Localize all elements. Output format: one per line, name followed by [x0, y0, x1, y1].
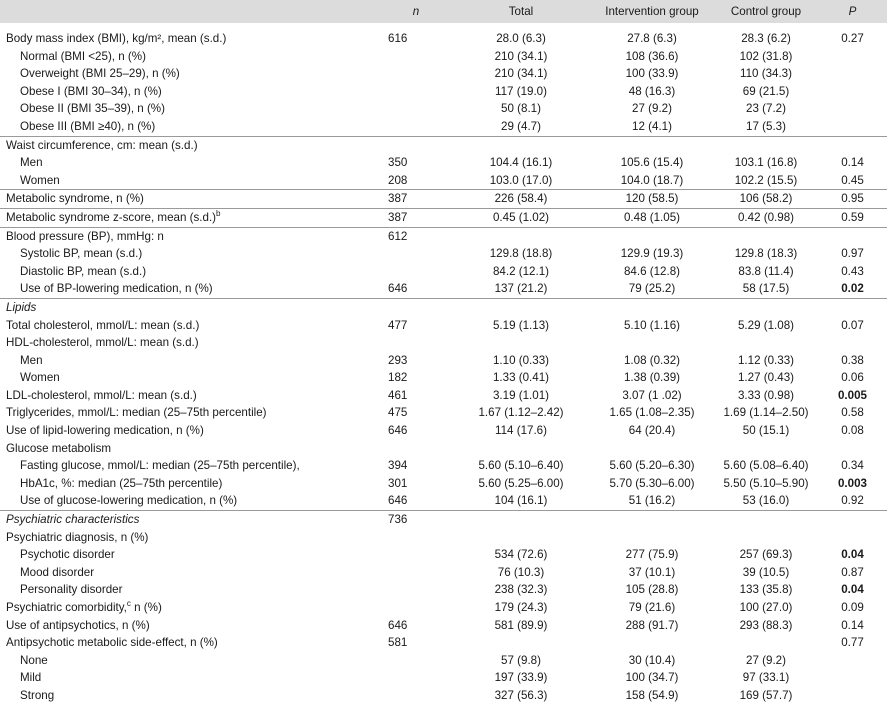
- row-control: 50 (15.1): [742, 424, 790, 438]
- row-n: [380, 136, 452, 154]
- row-intervention: [590, 511, 714, 529]
- row-p: [818, 687, 887, 705]
- row-label: Use of glucose-lowering medication, n (%): [20, 494, 238, 508]
- row-intervention: 3.07 (1 .02): [622, 388, 682, 402]
- row-control: [714, 334, 818, 352]
- row-p: 0.92: [841, 494, 864, 508]
- row-label: Total cholesterol, mmol/L: mean (s.d.): [6, 318, 200, 332]
- row-control: 83.8 (11.4): [738, 264, 794, 278]
- row-total: 104 (16.1): [494, 494, 548, 508]
- row-control: 103.1 (16.8): [734, 156, 798, 170]
- row-p: 0.97: [841, 247, 864, 261]
- row-control: 5.50 (5.10–5.90): [723, 476, 809, 490]
- row-intervention: [590, 227, 714, 245]
- row-control: 3.33 (0.98): [737, 388, 795, 402]
- row-total: 1.67 (1.12–2.42): [478, 406, 564, 420]
- row-p: [818, 83, 887, 101]
- row-p: 0.14: [841, 618, 864, 632]
- table-row: [0, 172, 887, 190]
- row-intervention: 104.0 (18.7): [620, 173, 684, 187]
- row-intervention: 158 (54.9): [625, 688, 679, 702]
- row-label: Strong: [20, 688, 55, 702]
- row-p: [818, 334, 887, 352]
- row-p: [818, 529, 887, 547]
- row-total: 50 (8.1): [501, 102, 541, 116]
- row-control: 1.27 (0.43): [737, 371, 795, 385]
- header-label: [0, 0, 380, 23]
- row-n: 301: [388, 476, 408, 490]
- table-row: [0, 529, 887, 547]
- row-n: 581: [388, 636, 408, 650]
- row-p: 0.003: [837, 476, 867, 490]
- row-p: [818, 118, 887, 136]
- row-control: 133 (35.8): [739, 583, 793, 597]
- row-total: 0.45 (1.02): [452, 208, 590, 227]
- row-intervention: 108 (36.6): [625, 49, 679, 63]
- row-total: [452, 227, 590, 245]
- row-p: 0.43: [841, 264, 864, 278]
- row-n: [380, 83, 452, 101]
- row-label: Psychiatric diagnosis, n (%): [6, 530, 149, 544]
- table-row: [0, 334, 887, 352]
- table-row: [0, 317, 887, 335]
- row-label: Psychotic disorder: [20, 548, 115, 562]
- table-row: [0, 492, 887, 510]
- row-intervention: [590, 334, 714, 352]
- table-row: [0, 23, 887, 48]
- row-control: [714, 440, 818, 458]
- table-row: [0, 687, 887, 705]
- table-row: [0, 652, 887, 670]
- row-p: 0.27: [841, 32, 864, 45]
- row-label: Mood disorder: [20, 565, 95, 579]
- header-intervention: Intervention group: [590, 0, 714, 23]
- row-n: [380, 669, 452, 687]
- row-intervention: 120 (58.5): [590, 190, 714, 209]
- table-row: [0, 404, 887, 422]
- row-control: [714, 634, 818, 652]
- table-row: [0, 457, 887, 475]
- row-intervention: 30 (10.4): [628, 653, 676, 667]
- row-label: Personality disorder: [20, 583, 123, 597]
- row-control: 69 (21.5): [742, 84, 790, 98]
- section-label: Lipids: [0, 298, 380, 316]
- row-label: Use of lipid-lowering medication, n (%): [6, 424, 204, 438]
- row-control: 1.69 (1.14–2.50): [723, 406, 809, 420]
- row-p: 0.08: [841, 424, 864, 438]
- table-row: [0, 245, 887, 263]
- row-p: 0.04: [841, 583, 864, 597]
- row-n: [380, 599, 452, 617]
- row-intervention: 5.10 (1.16): [623, 318, 681, 332]
- row-intervention: 12 (4.1): [632, 119, 672, 133]
- header-control: Control group: [714, 0, 818, 23]
- row-control: 27 (9.2): [746, 653, 786, 667]
- table-row: [0, 475, 887, 493]
- row-total: 327 (56.3): [494, 688, 548, 702]
- row-n: 350: [388, 156, 408, 170]
- row-total: 5.19 (1.13): [492, 318, 550, 332]
- row-control: 102 (31.8): [739, 49, 793, 63]
- row-intervention: 37 (10.1): [628, 565, 676, 579]
- row-p: 0.58: [841, 406, 864, 420]
- row-n: 646: [388, 494, 408, 508]
- row-label-text: Psychiatric comorbidity,: [6, 601, 127, 614]
- table-row: [0, 83, 887, 101]
- table-row: [0, 136, 887, 154]
- row-n: [380, 48, 452, 66]
- section-label: Psychiatric characteristics: [0, 511, 380, 529]
- row-p: [818, 669, 887, 687]
- row-control: 28.3 (6.2): [741, 32, 791, 45]
- row-p: 0.38: [841, 353, 864, 367]
- row-n: 612: [380, 227, 452, 245]
- table-row: [0, 227, 887, 245]
- row-control: 129.8 (18.3): [734, 247, 798, 261]
- row-label: Men: [20, 353, 43, 367]
- row-p: [818, 65, 887, 83]
- row-label: HbA1c, %: median (25–75th percentile): [20, 476, 223, 490]
- row-total: 3.19 (1.01): [492, 388, 550, 402]
- row-label: Metabolic syndrome, n (%): [0, 190, 380, 209]
- row-intervention: 51 (16.2): [628, 494, 676, 508]
- row-n: 736: [380, 511, 452, 529]
- row-label: None: [20, 653, 48, 667]
- row-label: Overweight (BMI 25–29), n (%): [20, 67, 180, 81]
- row-n: [380, 118, 452, 136]
- row-total: 534 (72.6): [494, 548, 548, 562]
- row-label: Women: [20, 371, 60, 385]
- row-total: 29 (4.7): [501, 119, 541, 133]
- row-total: 103.0 (17.0): [489, 173, 553, 187]
- row-p: 0.07: [841, 318, 864, 332]
- row-label: Men: [20, 156, 43, 170]
- table-row: [0, 387, 887, 405]
- header-p: P: [818, 0, 887, 23]
- row-total: 5.60 (5.10–6.40): [478, 459, 564, 473]
- row-n: 646: [388, 282, 408, 296]
- row-label: Waist circumference, cm: mean (s.d.): [0, 136, 380, 154]
- row-control: [714, 529, 818, 547]
- row-intervention: [590, 634, 714, 652]
- row-control: 110 (34.3): [740, 67, 792, 81]
- row-p: 0.59: [818, 208, 887, 227]
- row-total: 84.2 (12.1): [492, 264, 550, 278]
- row-control: [714, 298, 818, 316]
- table-row: [0, 352, 887, 370]
- row-p: 0.87: [841, 565, 864, 579]
- row-total: 1.10 (0.33): [492, 353, 550, 367]
- row-control: 5.60 (5.08–6.40): [723, 459, 809, 473]
- header-n: n: [380, 0, 452, 23]
- header-total: Total: [452, 0, 590, 23]
- table-row: [0, 564, 887, 582]
- row-label: Women: [20, 173, 60, 187]
- table-row: [0, 118, 887, 136]
- table-row: [0, 65, 887, 83]
- row-intervention: 64 (20.4): [628, 424, 676, 438]
- row-control: 53 (16.0): [742, 494, 790, 508]
- row-total: 179 (24.3): [494, 601, 548, 614]
- row-intervention: 48 (16.3): [628, 84, 676, 98]
- row-control: 17 (5.3): [746, 119, 786, 133]
- row-label: Obese I (BMI 30–34), n (%): [20, 84, 162, 98]
- row-n: 394: [388, 459, 408, 473]
- row-total: 137 (21.2): [494, 282, 548, 296]
- row-p: 0.95: [818, 190, 887, 209]
- table-row: [0, 440, 887, 458]
- row-control: 97 (33.1): [742, 671, 790, 685]
- row-p: 0.005: [837, 388, 867, 402]
- row-total: [452, 298, 590, 316]
- row-p: 0.09: [841, 601, 864, 614]
- row-label: Triglycerides, mmol/L: median (25–75th percentile): [6, 406, 267, 420]
- row-label: Use of antipsychotics, n (%): [6, 618, 150, 632]
- row-n: 477: [388, 318, 408, 332]
- row-control: 100 (27.0): [739, 601, 793, 614]
- row-p: 0.77: [841, 636, 864, 650]
- row-n: 646: [388, 424, 408, 438]
- row-control: 257 (69.3): [739, 548, 793, 562]
- row-n: [380, 546, 452, 564]
- table-body: [0, 23, 887, 705]
- table-row: [0, 546, 887, 564]
- table-row: [0, 369, 887, 387]
- row-p: 0.45: [841, 173, 864, 187]
- row-n: [380, 581, 452, 599]
- row-control: 5.29 (1.08): [737, 318, 795, 332]
- row-total: 57 (9.8): [501, 653, 541, 667]
- row-n: 208: [388, 173, 408, 187]
- row-n: 293: [388, 353, 408, 367]
- row-intervention: 288 (91.7): [625, 618, 679, 632]
- row-p: [818, 100, 887, 118]
- header-row: [0, 0, 887, 23]
- row-n: [380, 100, 452, 118]
- table-row: [0, 154, 887, 172]
- row-total: [452, 511, 590, 529]
- footnote-marker: c: [126, 599, 131, 609]
- table-row: [0, 48, 887, 66]
- row-intervention: 79 (21.6): [628, 601, 676, 614]
- row-total: 1.33 (0.41): [492, 371, 550, 385]
- row-total: 238 (32.3): [494, 583, 548, 597]
- row-intervention: [590, 440, 714, 458]
- row-intervention: 0.48 (1.05): [590, 208, 714, 227]
- row-p: [818, 511, 887, 529]
- table-row: [0, 617, 887, 635]
- table-row: [0, 511, 887, 529]
- row-intervention: [590, 529, 714, 547]
- row-total: 129.8 (18.8): [489, 247, 553, 261]
- row-control: 1.12 (0.33): [737, 353, 795, 367]
- table-header: [0, 0, 887, 23]
- row-label: Fasting glucose, mmol/L: median (25–75th percentile),: [20, 459, 300, 473]
- row-total: [452, 440, 590, 458]
- row-label: Diastolic BP, mean (s.d.): [20, 264, 147, 278]
- row-p: [818, 227, 887, 245]
- row-label: [0, 599, 380, 617]
- row-p: [818, 48, 887, 66]
- row-label-suffix: n (%): [130, 601, 162, 614]
- row-n: 646: [388, 618, 408, 632]
- table-row: [0, 298, 887, 316]
- row-total: 210 (34.1): [494, 67, 548, 81]
- row-total: 226 (58.4): [452, 190, 590, 209]
- row-label-text: Metabolic syndrome z-score, mean (s.d.): [6, 210, 217, 224]
- row-total: [452, 334, 590, 352]
- row-n: [380, 65, 452, 83]
- row-control: 0.42 (0.98): [714, 208, 818, 227]
- row-total: 76 (10.3): [497, 565, 545, 579]
- table-row: [0, 599, 887, 617]
- row-n: [380, 652, 452, 670]
- row-n: 475: [388, 406, 408, 420]
- row-label: Glucose metabolism: [6, 441, 112, 455]
- table-row: [0, 280, 887, 298]
- row-total: 114 (17.6): [495, 424, 547, 438]
- footnote-marker: b: [216, 209, 221, 219]
- table-row: [0, 669, 887, 687]
- row-total: 581 (89.9): [494, 618, 548, 632]
- table-row: [0, 100, 887, 118]
- table-row: [0, 581, 887, 599]
- row-intervention: 277 (75.9): [625, 548, 679, 562]
- row-label: Blood pressure (BP), mmHg: n: [0, 227, 380, 245]
- row-intervention: 79 (25.2): [628, 282, 676, 296]
- row-control: 39 (10.5): [742, 565, 790, 579]
- row-label: LDL-cholesterol, mmol/L: mean (s.d.): [6, 388, 197, 402]
- row-n: [380, 564, 452, 582]
- row-n: [380, 334, 452, 352]
- row-label: Body mass index (BMI), kg/m², mean (s.d.): [6, 32, 227, 45]
- row-n: [380, 298, 452, 316]
- row-n: 182: [388, 371, 408, 385]
- row-intervention: 5.70 (5.30–6.00): [609, 476, 695, 490]
- row-total: [452, 529, 590, 547]
- row-control: 58 (17.5): [742, 282, 790, 296]
- row-intervention: 105.6 (15.4): [620, 156, 684, 170]
- row-label: [0, 208, 380, 227]
- row-n: 461: [388, 388, 408, 402]
- row-p: 0.02: [841, 282, 864, 296]
- row-p: [818, 652, 887, 670]
- row-total: [452, 634, 590, 652]
- row-n: [380, 245, 452, 263]
- row-control: 106 (58.2): [714, 190, 818, 209]
- table-row: [0, 208, 887, 227]
- row-intervention: 27.8 (6.3): [627, 32, 677, 45]
- row-intervention: 1.08 (0.32): [623, 353, 681, 367]
- table-row: [0, 263, 887, 281]
- row-p: 0.06: [841, 371, 864, 385]
- row-total: 5.60 (5.25–6.00): [478, 476, 564, 490]
- row-p: [818, 298, 887, 316]
- row-label: Antipsychotic metabolic side-effect, n (%): [6, 636, 218, 650]
- row-intervention: 84.6 (12.8): [623, 264, 681, 278]
- row-intervention: 1.38 (0.39): [623, 371, 681, 385]
- row-intervention: 100 (34.7): [625, 671, 679, 685]
- row-control: [714, 227, 818, 245]
- row-control: 169 (57.7): [739, 688, 793, 702]
- row-control: 23 (7.2): [746, 102, 786, 116]
- row-intervention: 5.60 (5.20–6.30): [609, 459, 695, 473]
- row-total: 28.0 (6.3): [496, 32, 546, 45]
- row-total: 197 (33.9): [494, 671, 548, 685]
- row-label: HDL-cholesterol, mmol/L: mean (s.d.): [6, 336, 199, 350]
- row-intervention: [590, 298, 714, 316]
- row-n: [380, 440, 452, 458]
- row-total: 104.4 (16.1): [489, 156, 553, 170]
- row-n: [380, 529, 452, 547]
- row-control: [714, 511, 818, 529]
- row-label: Mild: [20, 671, 42, 685]
- row-n: 387: [380, 208, 452, 227]
- table-row: [0, 634, 887, 652]
- row-intervention: [590, 136, 714, 154]
- row-intervention: 27 (9.2): [632, 102, 672, 116]
- row-control: 293 (88.3): [739, 618, 793, 632]
- row-p: [818, 440, 887, 458]
- row-intervention: 1.65 (1.08–2.35): [609, 406, 695, 420]
- row-label: Systolic BP, mean (s.d.): [20, 247, 143, 261]
- table-row: [0, 422, 887, 440]
- row-p: [818, 136, 887, 154]
- row-p: 0.34: [841, 459, 864, 473]
- row-total: 117 (19.0): [495, 84, 547, 98]
- row-p: 0.04: [841, 548, 864, 562]
- row-n: [380, 687, 452, 705]
- row-control: 102.2 (15.5): [734, 173, 798, 187]
- table-row: [0, 190, 887, 209]
- row-total: [452, 136, 590, 154]
- row-control: [714, 136, 818, 154]
- row-intervention: 100 (33.9): [625, 67, 679, 81]
- row-p: 0.14: [841, 156, 864, 170]
- row-intervention: 129.9 (19.3): [620, 247, 684, 261]
- row-label: Obese II (BMI 35–39), n (%): [20, 102, 165, 116]
- row-label: Normal (BMI <25), n (%): [20, 49, 146, 63]
- row-label: Obese III (BMI ≥40), n (%): [20, 119, 156, 133]
- row-n: 387: [380, 190, 452, 209]
- row-label: Use of BP-lowering medication, n (%): [20, 282, 213, 296]
- row-intervention: 105 (28.8): [625, 583, 679, 597]
- row-n: 616: [388, 32, 408, 45]
- row-n: [380, 263, 452, 281]
- row-total: 210 (34.1): [494, 49, 548, 63]
